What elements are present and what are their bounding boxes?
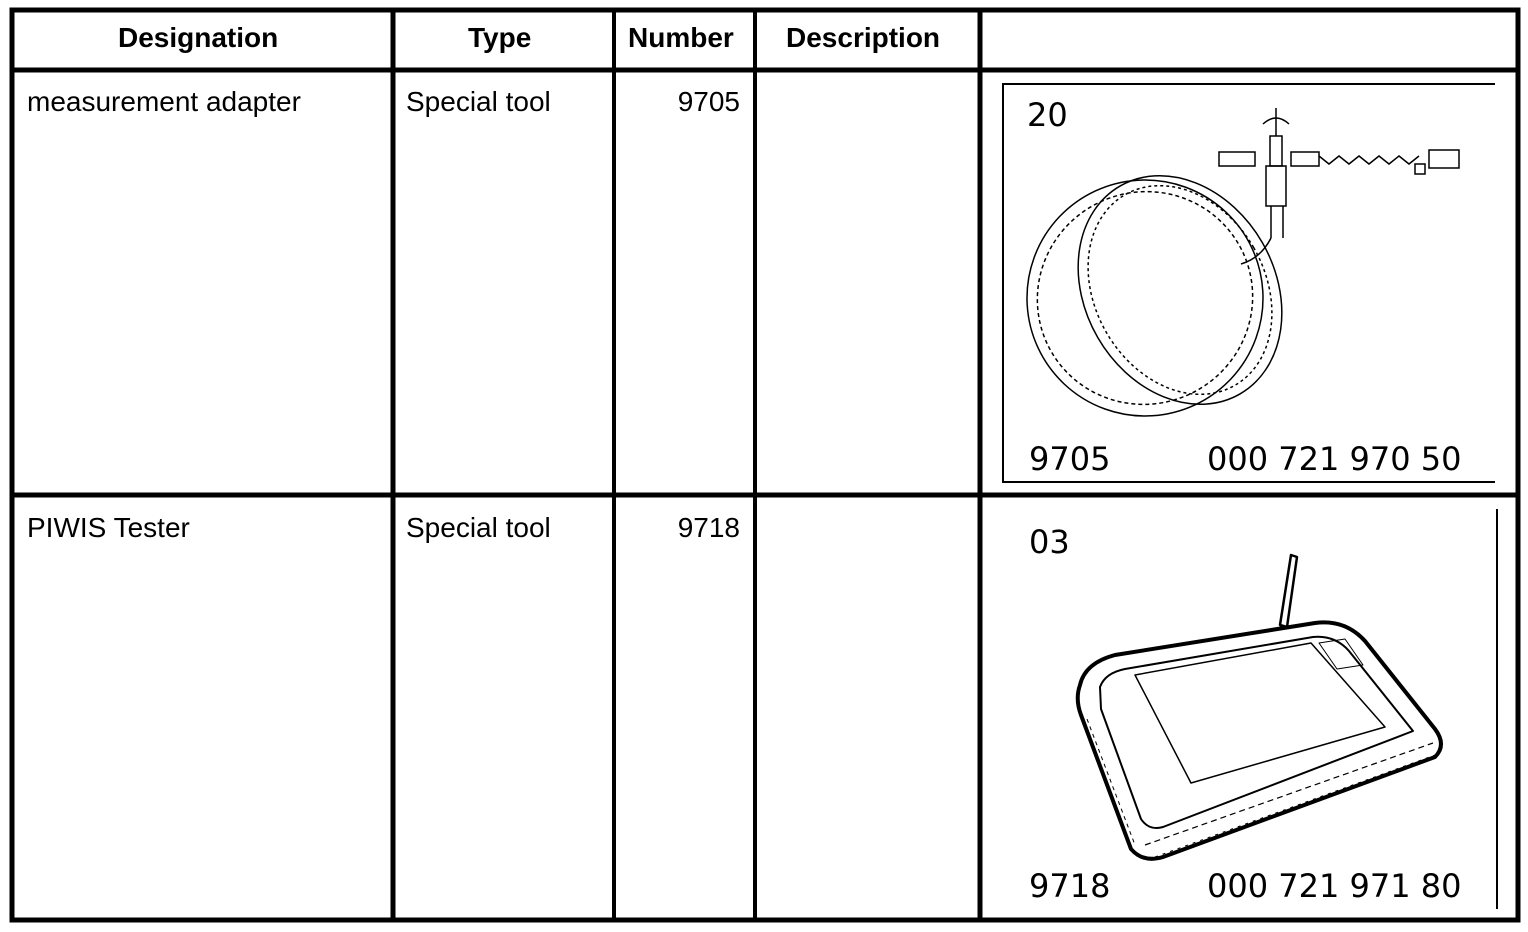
row-type: Special tool (406, 512, 551, 543)
figure-tool-number: 9718 (1029, 867, 1111, 905)
measurement-adapter-figure (995, 78, 1495, 488)
piwis-tester-figure (995, 505, 1505, 913)
row-type: Special tool (406, 86, 551, 117)
row-number: 9705 (677, 86, 740, 117)
figure-index: 03 (1029, 523, 1070, 561)
figure-part-number: 000 721 970 50 (1207, 440, 1462, 478)
figure-index: 20 (1027, 96, 1068, 134)
header-designation: Designation (118, 22, 279, 53)
figure-tool-number: 9705 (1029, 440, 1111, 478)
row-designation: measurement adapter (27, 86, 301, 117)
row-number: 9718 (677, 512, 740, 543)
header-description: Description (786, 22, 941, 53)
header-number: Number (628, 22, 734, 53)
figure-part-number: 000 721 971 80 (1207, 867, 1462, 905)
piwis-tester-tablet-drawing (1078, 555, 1441, 859)
header-type: Type (468, 22, 532, 53)
row-designation: PIWIS Tester (27, 512, 190, 543)
